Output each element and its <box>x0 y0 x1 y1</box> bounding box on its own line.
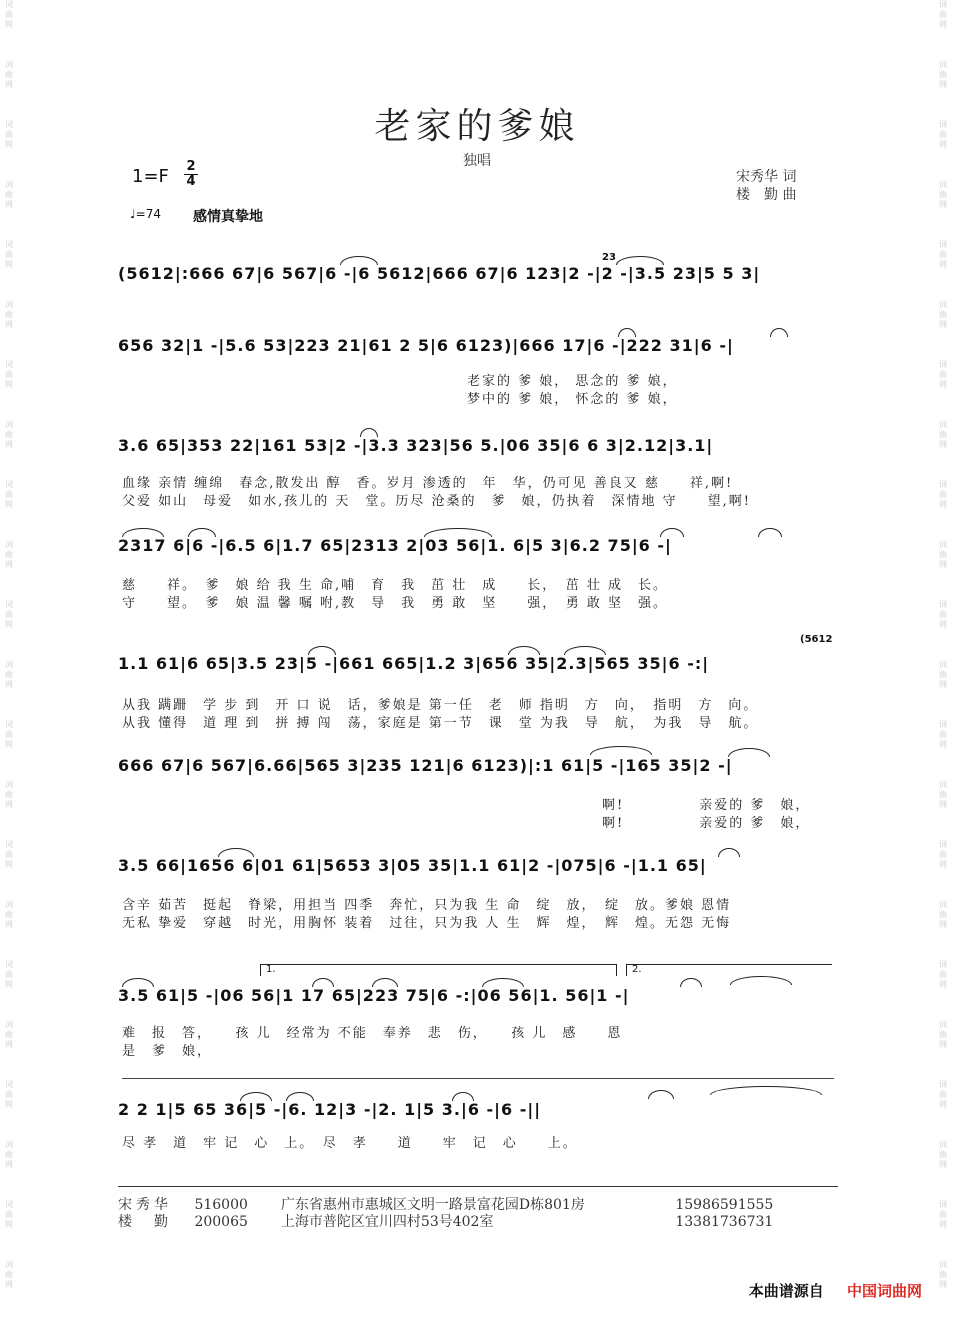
lyric-verse-2: 啊! 亲爱的 爹 娘， <box>122 816 811 831</box>
grace-note: 23 <box>602 252 616 263</box>
watermark-text: 词曲网 <box>939 240 947 269</box>
watermark-text: 词曲网 <box>939 960 947 989</box>
slur-mark <box>340 256 378 265</box>
watermark-text: 词曲网 <box>5 540 13 569</box>
watermark-text: 词曲网 <box>5 180 13 209</box>
slur-mark <box>452 1092 474 1101</box>
watermark-text: 词曲网 <box>939 300 947 329</box>
contact-phone: 13381736731 <box>675 1214 774 1230</box>
slur-mark <box>372 978 398 987</box>
slur-mark <box>758 528 782 537</box>
slur-mark <box>718 848 740 857</box>
watermark-right <box>936 0 950 1330</box>
watermark-text: 词曲网 <box>5 1200 13 1229</box>
contact-row <box>118 1197 773 1214</box>
slur-mark <box>730 976 792 985</box>
watermark-text: 词曲网 <box>5 420 13 449</box>
watermark-text: 词曲网 <box>939 540 947 569</box>
slur-mark <box>770 328 788 337</box>
source-label: 本曲谱源自 <box>748 1282 824 1300</box>
watermark-text: 词曲网 <box>5 720 13 749</box>
watermark-text: 词曲网 <box>939 0 947 29</box>
watermark-text: 词曲网 <box>939 480 947 509</box>
composer: 楼 勤 曲 <box>736 187 797 203</box>
notation-line: (5612|:666 67|6 567|6 -|6 5612|666 67|6 123|2 -|2 -|3.5 23|5 5 3| <box>118 264 761 283</box>
credits <box>736 168 796 204</box>
watermark-text: 词曲网 <box>939 1140 947 1169</box>
watermark-text: 词曲网 <box>5 1080 13 1109</box>
slur-mark <box>122 528 164 537</box>
watermark-text: 词曲网 <box>939 360 947 389</box>
volta-bracket-2 <box>626 964 832 965</box>
notation-line: 3.5 66|1656 6|01 61|5653 3|05 35|1.1 61|2 -|075|6 -|1.1 65| <box>118 856 707 875</box>
volta-bracket-1 <box>260 964 616 965</box>
watermark-text: 词曲网 <box>5 360 13 389</box>
lyric-verse-1: 尽 孝 道 牢 记 心 上。 尽 孝 道 牢 记 心 上。 <box>122 1136 578 1151</box>
watermark-text: 词曲网 <box>939 180 947 209</box>
lyricist: 宋秀华 词 <box>736 169 797 185</box>
source-credit <box>749 1280 922 1301</box>
watermark-text: 词曲网 <box>5 1260 13 1289</box>
slur-mark <box>308 646 336 655</box>
tempo-marking: ♩=74 <box>130 207 161 221</box>
volta-tick <box>616 964 617 976</box>
slur-mark <box>660 528 684 537</box>
watermark-text: 词曲网 <box>5 60 13 89</box>
watermark-text: 词曲网 <box>939 780 947 809</box>
volta-number-2: 2. <box>632 964 642 975</box>
watermark-text: 词曲网 <box>939 1260 947 1289</box>
volta-number-1: 1. <box>266 964 276 975</box>
song-title: 老家的爹娘 <box>374 106 580 147</box>
watermark-text: 词曲网 <box>939 1020 947 1049</box>
notation-line: 2317 6|6 -|6.5 6|1.7 65|2313 2|03 56|1. 6|5 3|6.2 75|6 -| <box>118 536 672 555</box>
lyric-verse-2: 无私 挚爱 穿越 时光，用胸怀 装着 过往，只为我 人 生 辉 煌， 辉 煌。无怨 无悔 <box>122 916 732 931</box>
watermark-text: 词曲网 <box>939 840 947 869</box>
watermark-text: 词曲网 <box>5 1140 13 1169</box>
slur-mark <box>188 528 216 537</box>
watermark-text: 词曲网 <box>5 600 13 629</box>
fermata-mark <box>648 1090 674 1099</box>
watermark-text: 词曲网 <box>939 720 947 749</box>
slur-mark <box>564 646 606 655</box>
lyric-verse-1: 啊! 亲爱的 爹 娘， <box>122 798 811 813</box>
watermark-text: 词曲网 <box>5 660 13 689</box>
lyric-verse-1: 血缘 亲情 缠绵 春念,散发出 醇 香。岁月 渗透的 年 华，仍可见 善良又 慈 祥,啊! <box>122 476 734 491</box>
slur-mark <box>616 256 664 265</box>
grace-note: (5612 <box>800 634 833 645</box>
lyric-verse-2: 守 望。 爹 娘 温 馨 嘱 咐,教 导 我 勇 敢 坚 强， 勇 敢 坚 强。 <box>122 596 669 611</box>
slur-mark <box>618 328 636 337</box>
footer-divider <box>118 1186 838 1187</box>
song-subtitle: 独唱 <box>463 153 491 169</box>
lyric-verse-1: 从我 蹒跚 学 步 到 开 口 说 话，爹娘是 第一任 老 师 指明 方 向， 指明 方 向。 <box>122 698 759 713</box>
lyric-verse-1: 含辛 茹苦 挺起 脊梁，用担当 四季 奔忙，只为我 生 命 绽 放， 绽 放。爹娘 恩情 <box>122 898 732 913</box>
slur-mark <box>710 1086 822 1095</box>
slur-mark <box>312 978 334 987</box>
watermark-text: 词曲网 <box>5 960 13 989</box>
contact-address: 上海市普陀区宜川四村53号402室 <box>280 1214 494 1230</box>
contact-address: 广东省惠州市惠城区文明一路景富花园D栋801房 <box>280 1197 585 1213</box>
contact-name: 楼 勤 <box>118 1214 172 1230</box>
key-signature: 1=F <box>132 166 169 187</box>
volta-tick <box>626 964 627 976</box>
watermark-text: 词曲网 <box>5 1020 13 1049</box>
volta-tick <box>260 964 261 976</box>
meter-bottom: 4 <box>184 174 198 189</box>
watermark-text: 词曲网 <box>939 600 947 629</box>
slur-mark <box>286 1092 314 1101</box>
slur-mark <box>590 746 652 755</box>
watermark-text: 词曲网 <box>5 840 13 869</box>
slur-mark <box>424 528 492 537</box>
watermark-text: 词曲网 <box>5 900 13 929</box>
slur-mark <box>728 748 770 757</box>
lyric-verse-1: 老家的 爹 娘， 思念的 爹 娘， <box>122 374 678 389</box>
time-signature <box>184 160 198 189</box>
notation-line: 666 67|6 567|6.66|565 3|235 121|6 6123)|:1 61|5 -|165 35|2 -| <box>118 756 733 775</box>
watermark-text: 词曲网 <box>939 60 947 89</box>
watermark-text: 词曲网 <box>5 120 13 149</box>
lyric-verse-2: 是 爹 娘， <box>122 1044 213 1059</box>
watermark-text: 词曲网 <box>939 660 947 689</box>
watermark-text: 词曲网 <box>5 300 13 329</box>
contact-phone: 15986591555 <box>675 1197 774 1213</box>
watermark-text: 词曲网 <box>5 240 13 269</box>
slur-mark <box>218 848 254 857</box>
watermark-text: 词曲网 <box>939 900 947 929</box>
contact-name: 宋秀华 <box>118 1197 172 1213</box>
slur-mark <box>360 428 378 437</box>
contact-zip: 200065 <box>194 1214 248 1230</box>
watermark-text: 词曲网 <box>939 1080 947 1109</box>
notation-line: 1.1 61|6 65|3.5 23|5 -|661 665|1.2 3|656 35|2.3|565 35|6 -:| <box>118 654 710 673</box>
watermark-left <box>2 0 16 1330</box>
notation-line: 2 2 1|5 65 36|5 -|6. 12|3 -|2. 1|5 3.|6 -|6 -|| <box>118 1100 542 1119</box>
source-site-link[interactable]: 中国词曲网 <box>846 1282 922 1300</box>
slur-mark <box>482 978 524 987</box>
notation-line: 3.6 65|353 22|161 53|2 -|3.3 323|56 5.|06 35|6 6 3|2.12|3.1| <box>118 436 714 455</box>
slur-mark <box>122 978 154 987</box>
slur-mark <box>680 978 702 987</box>
lyric-verse-1: 难 报 答， 孩 儿 经常为 不能 奉养 悲 伤， 孩 儿 感 恩 <box>122 1026 623 1041</box>
contact-row <box>118 1214 773 1231</box>
lyric-verse-1: 慈 祥。 爹 娘 给 我 生 命,哺 育 我 茁 壮 成 长， 茁 壮 成 长。 <box>122 578 669 593</box>
watermark-text: 词曲网 <box>5 0 13 29</box>
watermark-text: 词曲网 <box>5 780 13 809</box>
ending-bracket <box>122 1078 834 1079</box>
watermark-text: 词曲网 <box>939 120 947 149</box>
contact-info <box>118 1197 773 1231</box>
contact-zip: 516000 <box>194 1197 248 1213</box>
lyric-verse-2: 从我 懂得 道 理 到 拼 搏 闯 荡，家庭是 第一节 课 堂 为我 导 航， 为我 导 航。 <box>122 716 759 731</box>
lyric-verse-2: 父爱 如山 母爱 如水,孩儿的 天 堂。历尽 沧桑的 爹 娘，仍执着 深情地 守 望,啊! <box>122 494 752 509</box>
slur-mark <box>240 1092 272 1101</box>
watermark-text: 词曲网 <box>939 1200 947 1229</box>
watermark-text: 词曲网 <box>939 420 947 449</box>
slur-mark <box>508 646 540 655</box>
notation-line: 656 32|1 -|5.6 53|223 21|61 2 5|6 6123)|666 17|6 -|222 31|6 -| <box>118 336 734 355</box>
notation-line: 3.5 61|5 -|06 56|1 17 65|223 75|6 -:|06 56|1. 56|1 -| <box>118 986 630 1005</box>
lyric-verse-2: 梦中的 爹 娘， 怀念的 爹 娘， <box>122 392 678 407</box>
meter-top: 2 <box>186 159 196 174</box>
expression-marking: 感情真挚地 <box>193 209 263 225</box>
watermark-text: 词曲网 <box>5 480 13 509</box>
